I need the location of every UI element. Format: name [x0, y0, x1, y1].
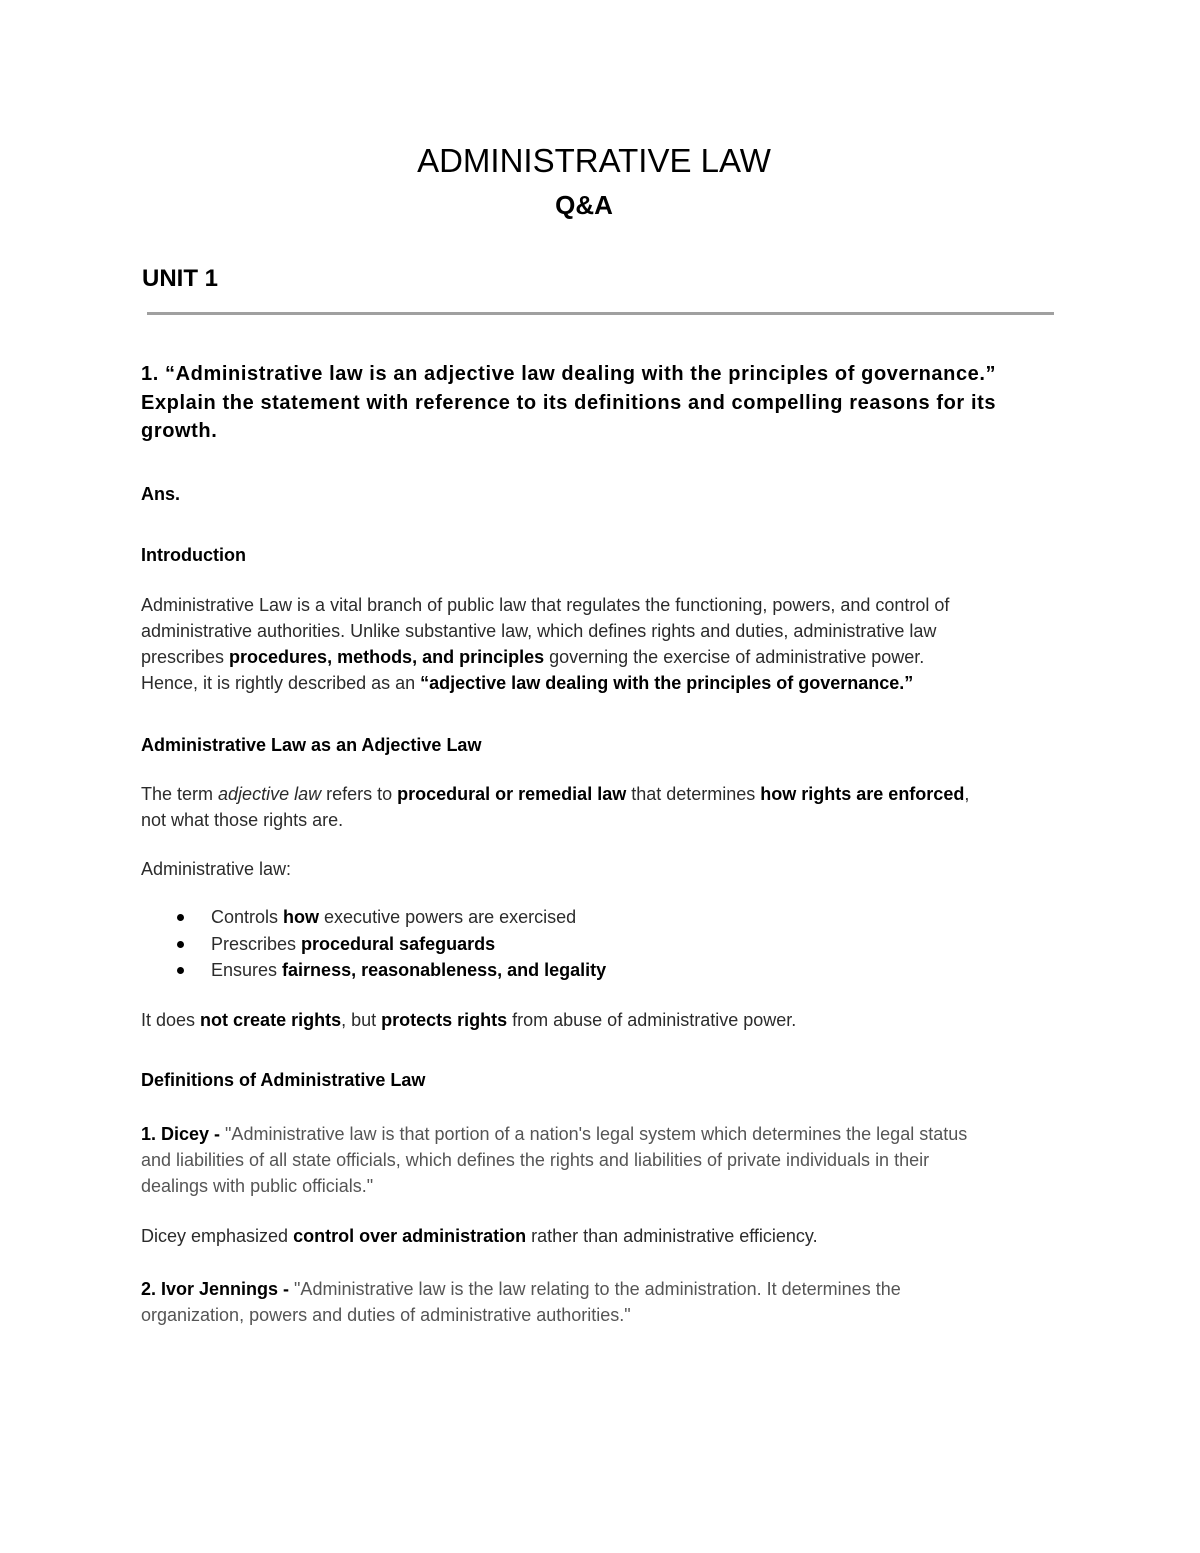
intro-emphasis: “adjective law dealing with the principles of governance.” — [420, 673, 914, 693]
dicey-note-line — [141, 1223, 1071, 1249]
horizontal-rule — [147, 312, 1054, 315]
dicey-label: 1. Dicey - — [141, 1124, 226, 1144]
intro-text: governing the exercise of administrative power. — [544, 647, 925, 667]
rights-emphasis: not create rights — [200, 1010, 342, 1030]
jennings-quote: "Administrative law is the law relating to the administration. It determines the — [294, 1279, 901, 1299]
note-text: rather than administrative efficiency. — [526, 1226, 818, 1246]
dicey-line-2: and liabilities of all state officials, which defines the rights and liabilities of private individuals in their — [141, 1150, 930, 1170]
adjective-line-1 — [141, 781, 1071, 807]
bullet-icon — [177, 967, 184, 974]
bullet-emphasis: procedural safeguards — [301, 933, 496, 954]
document-subtitle: Q&A — [555, 190, 613, 220]
question-text: 1. “Administrative law is an adjective law dealing with the principles of governance.” Explain the statement with reference to its definitions and compelling reasons for its growth. — [141, 363, 997, 442]
bullet-text: Prescribes — [211, 933, 302, 954]
adjective-emphasis: how rights are enforced — [760, 784, 965, 804]
intro-emphasis: procedures, methods, and principles — [229, 647, 545, 667]
intro-line-3 — [141, 644, 1071, 670]
adjective-emphasis: procedural or remedial law — [397, 784, 627, 804]
introduction-paragraph — [141, 592, 1071, 696]
rights-text: from abuse of administrative power. — [507, 1010, 797, 1030]
rights-emphasis: protects rights — [381, 1010, 508, 1030]
dicey-quote: "Administrative law is that portion of a nation's legal system which determines the legal status — [225, 1124, 968, 1144]
list-item — [141, 904, 1041, 931]
list-item — [141, 957, 1041, 984]
bullet-icon — [177, 914, 184, 921]
definition-jennings — [141, 1276, 1071, 1328]
adjective-text: , — [964, 784, 970, 804]
jennings-label: 2. Ivor Jennings - — [141, 1279, 295, 1299]
note-emphasis: control over administration — [293, 1226, 527, 1246]
adjective-text: that determines — [626, 784, 761, 804]
bullet-emphasis: how — [283, 907, 320, 927]
note-text: Dicey emphasized — [141, 1226, 294, 1246]
jennings-line-1 — [141, 1276, 1071, 1302]
rights-text: , but — [341, 1010, 382, 1030]
jennings-line-2: organization, powers and duties of administrative authorities." — [141, 1305, 631, 1325]
intro-line-4 — [141, 670, 1071, 696]
dicey-line-1 — [141, 1121, 1071, 1147]
bullet-list — [141, 904, 1041, 984]
document-title: ADMINISTRATIVE LAW — [417, 142, 771, 179]
bullet-emphasis: fairness, reasonableness, and legality — [282, 960, 607, 980]
bullet-text: Ensures — [211, 960, 283, 980]
dicey-line-3: dealings with public officials." — [141, 1176, 374, 1196]
rights-text: It does — [141, 1010, 201, 1030]
adjective-text: The term — [141, 784, 219, 804]
rights-line — [141, 1007, 1071, 1033]
bullet-text: Controls — [211, 907, 284, 927]
unit-heading: UNIT 1 — [142, 265, 219, 292]
bullet-text: executive powers are exercised — [319, 907, 577, 927]
intro-line-1: Administrative Law is a vital branch of public law that regulates the functioning, powers, and control of — [141, 595, 950, 615]
intro-line-2: administrative authorities. Unlike substantive law, which defines rights and duties, administrative law — [141, 621, 937, 641]
list-item — [141, 931, 1041, 958]
intro-text: Hence, it is rightly described as an — [141, 673, 421, 693]
rights-paragraph — [141, 1007, 1071, 1033]
answer-label: Ans. — [141, 484, 181, 504]
definition-dicey — [141, 1121, 1071, 1199]
definitions-heading: Definitions of Administrative Law — [141, 1070, 426, 1090]
bullet-icon — [177, 941, 184, 948]
adjective-text: refers to — [321, 784, 398, 804]
dicey-note — [141, 1223, 1071, 1249]
intro-text: prescribes — [141, 647, 230, 667]
introduction-heading: Introduction — [141, 545, 246, 565]
adjective-law-paragraph — [141, 781, 1071, 833]
adjective-line-2: not what those rights are. — [141, 810, 344, 830]
adjective-italic: adjective law — [218, 784, 322, 804]
administrative-law-lead: Administrative law: — [141, 859, 292, 879]
adjective-law-heading: Administrative Law as an Adjective Law — [141, 735, 482, 755]
